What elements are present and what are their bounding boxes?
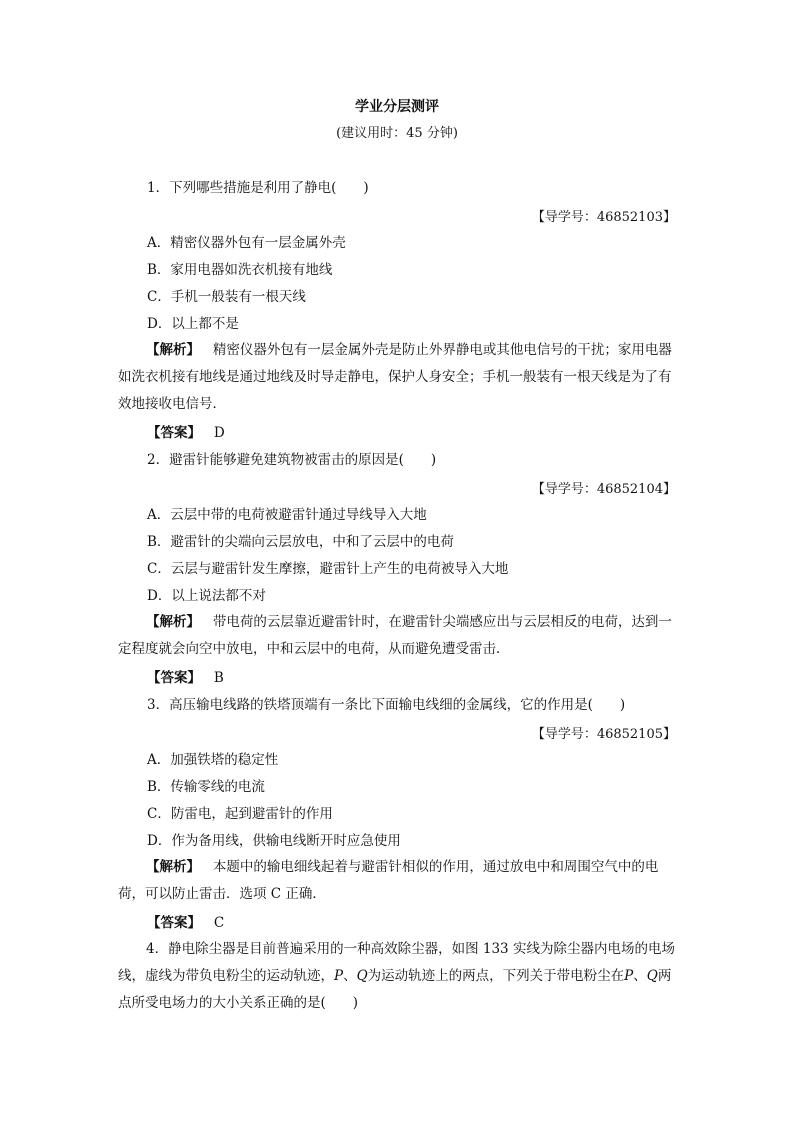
question-3-answer — [147, 913, 224, 933]
question-3-option-d: D．作为备用线，供输电线断开时应急使用 — [147, 833, 401, 849]
point-q: Q — [356, 968, 368, 984]
answer-label: 【答案】 — [147, 425, 201, 441]
page-subtitle: (建议用时：45 分钟) — [336, 126, 458, 141]
analysis-label: 【解析】 — [146, 342, 200, 358]
question-3-answer-value: C — [213, 915, 225, 931]
question-4-stem-part-c: 两点所受电场力的大小关系正确的是( ) — [118, 968, 672, 1011]
point-p: P — [334, 968, 344, 984]
question-3-stem: 3．高压输电线路的铁塔顶端有一条比下面输电线细的金属线，它的作用是( ) — [147, 697, 626, 713]
question-1-stem: 1．下列哪些措施是利用了静电( ) — [147, 180, 369, 196]
question-4-stem-part-b: 为运动轨迹上的两点，下列关于带电粉尘在 — [367, 968, 625, 984]
question-1-analysis-text: 精密仪器外包有一层金属外壳是防止外界静电或其他电信号的干扰；家用电器如洗衣机接有地线是通过地线及时导走静电，保护人身安全；手机一般装有一根天线是为了有效地接收电信号． — [118, 342, 672, 412]
question-3-option-a: A．加强铁塔的稳定性 — [147, 752, 279, 768]
answer-label: 【答案】 — [147, 915, 201, 931]
question-1-option-d: D．以上都不是 — [147, 316, 239, 332]
question-2-option-b: B．避雷针的尖端向云层放电，中和了云层中的电荷 — [147, 534, 454, 550]
point-separator: 、 — [343, 968, 357, 984]
question-2-answer — [147, 668, 224, 688]
question-2-guide-number: 【导学号：46852104】 — [531, 482, 676, 497]
question-2-answer-value: B — [213, 670, 224, 686]
page-title: 学业分层测评 — [355, 99, 439, 115]
question-2-option-c: C．云层与避雷针发生摩擦，避雷针上产生的电荷被导入大地 — [147, 561, 509, 577]
point-p-second: P — [624, 968, 634, 984]
question-1-option-c: C．手机一般装有一根天线 — [147, 289, 306, 305]
question-2-analysis-text: 带电荷的云层靠近避雷针时，在避雷针尖端感应出与云层相反的电荷，达到一定程度就会向空中放电，中和云层中的电荷，从而避免遭受雷击． — [118, 614, 672, 657]
question-1-option-a: A．精密仪器外包有一层金属外壳 — [147, 235, 346, 251]
question-2-option-d: D．以上说法都不对 — [147, 588, 266, 604]
question-1-option-b: B．家用电器如洗衣机接有地线 — [147, 262, 333, 278]
question-1-answer — [147, 423, 225, 443]
answer-label: 【答案】 — [147, 670, 201, 686]
question-3-analysis-text: 本题中的输电细线起着与避雷针相似的作用，通过放电中和周围空气中的电荷，可以防止雷击．选项 C 正确． — [118, 859, 659, 902]
point-separator-second: 、 — [633, 968, 647, 984]
question-3-guide-number: 【导学号：46852105】 — [531, 727, 676, 742]
analysis-label: 【解析】 — [146, 614, 200, 630]
point-q-second: Q — [646, 968, 658, 984]
question-3-option-b: B．传输零线的电流 — [147, 779, 265, 795]
question-3-option-c: C．防雷电，起到避雷针的作用 — [147, 806, 333, 822]
question-4-stem — [118, 936, 678, 1017]
question-3-analysis — [118, 854, 678, 908]
question-1-answer-value: D — [213, 425, 225, 441]
question-4-stem-part-a: 4．静电除尘器是目前普遍采用的一种高效除尘器，如图 133 实线为除尘器内电场的电场线，虚线为带负电粉尘的运动轨迹， — [118, 941, 675, 984]
question-2-option-a: A．云层中带的电荷被避雷针通过导线导入大地 — [147, 507, 427, 523]
question-2-stem: 2．避雷针能够避免建筑物被雷击的原因是( ) — [147, 452, 437, 468]
question-2-analysis — [118, 609, 678, 663]
analysis-label: 【解析】 — [146, 859, 200, 875]
question-1-guide-number: 【导学号：46852103】 — [531, 210, 676, 225]
question-1-analysis — [118, 337, 678, 418]
